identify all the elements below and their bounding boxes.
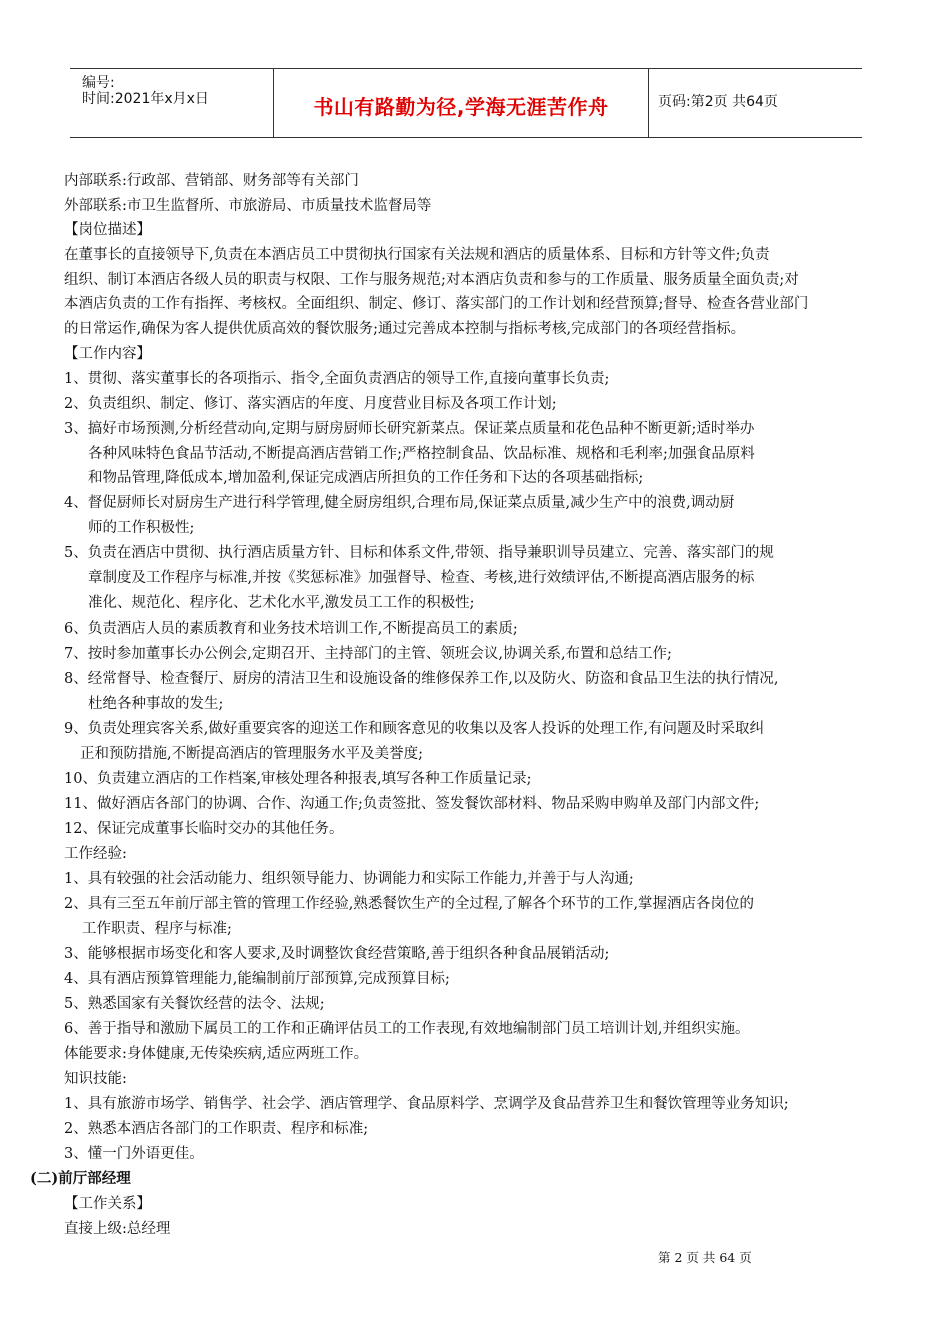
page-header bbox=[70, 68, 862, 138]
list-item-continuation: 工作职责、程序与标准; bbox=[82, 921, 232, 937]
list-item: 3、懂一门外语更佳。 bbox=[64, 1146, 204, 1162]
paragraph-line: 在董事长的直接领导下,负责在本酒店员工中贯彻执行国家有关法规和酒店的质量体系、目标和方针等文件;负责 bbox=[64, 247, 770, 263]
section-heading-work-relations: 【工作关系】 bbox=[64, 1196, 151, 1212]
paragraph-line: 本酒店负责的工作有指挥、考核权。全面组织、制定、修订、落实部门的工作计划和经营预算;督导、检查各营业部门 bbox=[64, 296, 809, 312]
list-item: 11、做好酒店各部门的协调、合作、沟通工作;负责签批、签发餐饮部材料、物品采购申购单及部门内部文件; bbox=[64, 796, 760, 812]
section-label-work-experience: 工作经验: bbox=[64, 846, 127, 862]
section-heading-work-content: 【工作内容】 bbox=[64, 346, 151, 362]
list-item: 1、具有较强的社会活动能力、组织领导能力、协调能力和实际工作能力,并善于与人沟通; bbox=[64, 871, 634, 887]
list-item: 9、负责处理宾客关系,做好重要宾客的迎送工作和顾客意见的收集以及客人投诉的处理工作,有问题及时采取纠 bbox=[64, 721, 764, 737]
list-item: 10、负责建立酒店的工作档案,审核处理各种报表,填写各种工作质量记录; bbox=[64, 771, 532, 787]
page-footer: 第 2 页 共 64 页 bbox=[658, 1250, 752, 1265]
list-item: 2、负责组织、制定、修订、落实酒店的年度、月度营业目标及各项工作计划; bbox=[64, 396, 557, 412]
list-item: 3、能够根据市场变化和客人要求,及时调整饮食经营策略,善于组织各种食品展销活动; bbox=[64, 946, 610, 962]
paragraph-line: 组织、制订本酒店各级人员的职责与权限、工作与服务规范;对本酒店负责和参与的工作质量、服务质量全面负责;对 bbox=[64, 272, 799, 288]
list-item: 5、熟悉国家有关餐饮经营的法令、法规; bbox=[64, 996, 325, 1012]
paragraph-line: 的日常运作,确保为客人提供优质高效的餐饮服务;通过完善成本控制与指标考核,完成部门的各项经营指标。 bbox=[64, 321, 746, 337]
list-item-continuation: 章制度及工作程序与标准,并按《奖惩标准》加强督导、检查、考核,进行效绩评估,不断提高酒店服务的标 bbox=[88, 570, 755, 586]
header-center-cell bbox=[274, 69, 649, 137]
list-item-continuation: 准化、规范化、程序化、艺术化水平,激发员工工作的积极性; bbox=[88, 595, 475, 611]
list-item: 7、按时参加董事长办公例会,定期召开、主持部门的主管、领班会议,协调关系,布置和总结工作; bbox=[64, 646, 672, 662]
list-item: 4、督促厨师长对厨房生产进行科学管理,健全厨房组织,合理布局,保证菜点质量,减少生产中的浪费,调动厨 bbox=[64, 495, 735, 511]
list-item-continuation: 和物品管理,降低成本,增加盈利,保证完成酒店所担负的工作任务和下达的各项基础指标; bbox=[88, 470, 644, 486]
list-item: 6、善于指导和激励下属员工的工作和正确评估员工的工作表现,有效地编制部门员工培训计划,并组织实施。 bbox=[64, 1021, 750, 1037]
physical-requirements-line: 体能要求:身体健康,无传染疾病,适应两班工作。 bbox=[64, 1046, 369, 1062]
list-item-continuation: 各种风味特色食品节活动,不断提高酒店营销工作;严格控制食品、饮品标准、规格和毛利率;加强食品原料 bbox=[88, 446, 755, 462]
list-item: 4、具有酒店预算管理能力,能编制前厅部预算,完成预算目标; bbox=[64, 971, 450, 987]
list-item: 12、保证完成董事长临时交办的其他任务。 bbox=[64, 821, 344, 837]
list-item: 2、熟悉本酒店各部门的工作职责、程序和标准; bbox=[64, 1121, 369, 1137]
list-item-continuation: 师的工作积极性; bbox=[88, 520, 195, 536]
list-item: 1、贯彻、落实董事长的各项指示、指令,全面负责酒店的领导工作,直接向董事长负责; bbox=[64, 371, 610, 387]
list-item: 5、负责在酒店中贯彻、执行酒店质量方针、目标和体系文件,带领、指导兼职训导员建立、完善、落实部门的规 bbox=[64, 545, 774, 561]
document-number-label: 编号: bbox=[82, 75, 115, 91]
list-item: 1、具有旅游市场学、销售学、社会学、酒店管理学、食品原料学、烹调学及食品营养卫生和餐饮管理等业务知识; bbox=[64, 1096, 789, 1112]
list-item-continuation: 杜绝各种事故的发生; bbox=[88, 696, 224, 712]
header-right-cell bbox=[649, 69, 862, 137]
list-item: 3、搞好市场预测,分析经营动向,定期与厨房厨师长研究新菜点。保证菜点质量和花色品种不断更新;适时举办 bbox=[64, 421, 755, 437]
list-item-continuation: 正和预防措施,不断提高酒店的管理服务水平及美誉度; bbox=[80, 746, 423, 762]
internal-contacts-line: 内部联系:行政部、营销部、财务部等有关部门 bbox=[64, 173, 359, 189]
header-left-cell bbox=[70, 69, 274, 137]
header-page-info: 页码:第2页 共64页 bbox=[658, 94, 778, 110]
section-label-knowledge-skills: 知识技能: bbox=[64, 1071, 127, 1087]
direct-superior-line: 直接上级:总经理 bbox=[64, 1221, 171, 1237]
external-contacts-line: 外部联系:市卫生监督所、市旅游局、市质量技术监督局等 bbox=[64, 198, 432, 214]
document-time-label: 时间:2021年x月x日 bbox=[82, 91, 209, 107]
list-item: 2、具有三至五年前厅部主管的管理工作经验,熟悉餐饮生产的全过程,了解各个环节的工作,掌握酒店各岗位的 bbox=[64, 896, 755, 912]
section-title-front-office-manager: (二)前厅部经理 bbox=[30, 1170, 131, 1187]
header-motto: 书山有路勤为径,学海无涯苦作舟 bbox=[313, 95, 609, 119]
list-item: 8、经常督导、检查餐厅、厨房的清洁卫生和设施设备的维修保养工作,以及防火、防盗和食品卫生法的执行情况, bbox=[64, 671, 779, 687]
section-heading-job-description: 【岗位描述】 bbox=[64, 222, 151, 238]
list-item: 6、负责酒店人员的素质教育和业务技术培训工作,不断提高员工的素质; bbox=[64, 621, 518, 637]
